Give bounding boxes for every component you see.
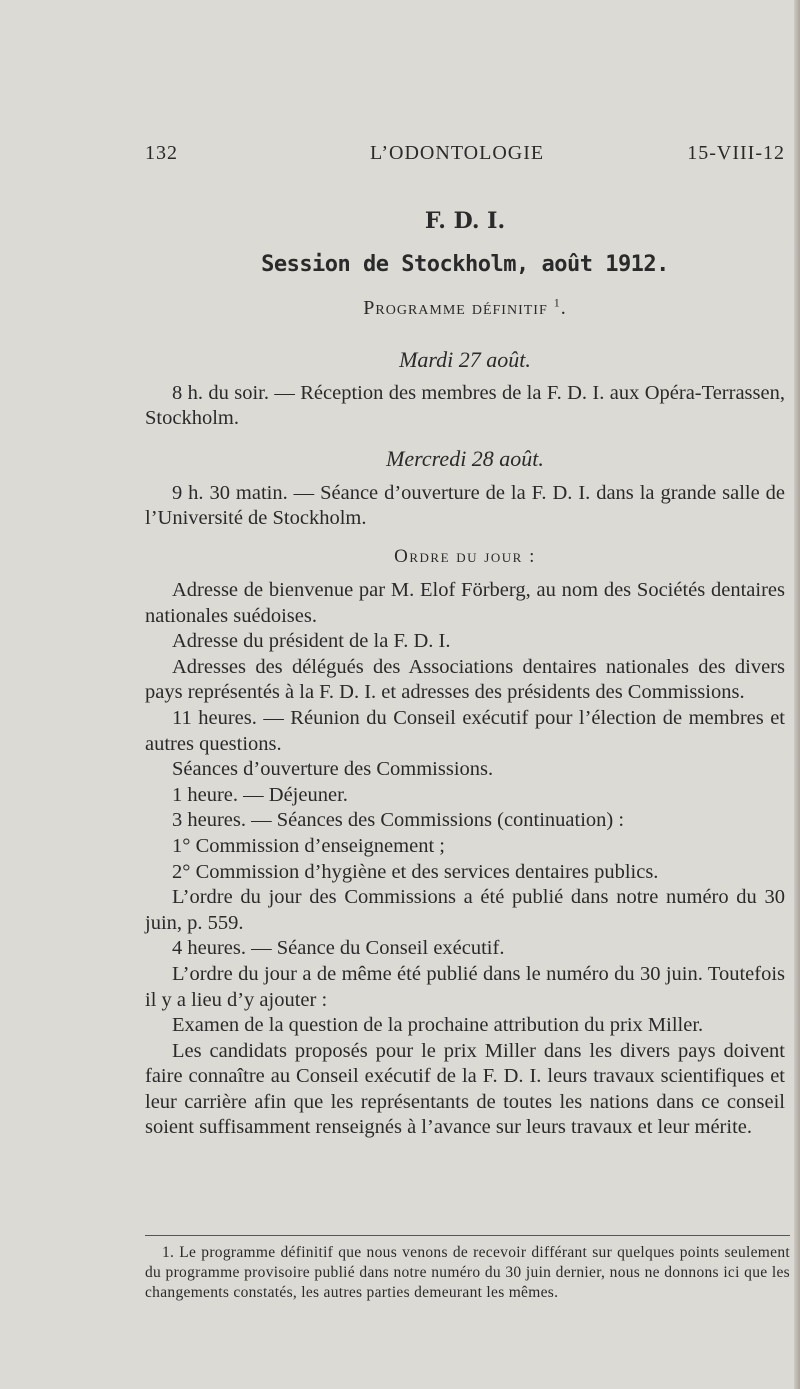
- agenda-item: 1° Commission d’enseignement ;: [172, 834, 445, 857]
- agenda-item: 4 heures. — Séance du Conseil exécutif.: [172, 937, 505, 960]
- footnote: [145, 1243, 790, 1303]
- article-subtitle: Session de Stockholm, août 1912.: [261, 252, 669, 277]
- day1-text: 8 h. du soir. — Réception des membres de la F. D. I. aux Opéra-Terrassen, Stockholm.: [145, 382, 785, 429]
- agenda-item: L’ordre du jour des Commissions a été publié dans notre numéro du 30 juin, p. 559.: [145, 886, 785, 934]
- agenda-item: Adresse du président de la F. D. I.: [172, 630, 451, 653]
- agenda-item: L’ordre du jour a de même été publié dans le numéro du 30 juin. Toutefois il y a lieu d’y ajouter :: [145, 962, 785, 1011]
- footnote-text: 1. Le programme définitif que nous venons de recevoir différant sur quelques points seulement du programme provisoire publié dans notre numéro du 30 juin dernier, nous ne donnons ici que les changements constatés, les autres parties demeurant les mêmes.: [145, 1244, 790, 1301]
- agenda-item: Adresse de bienvenue par M. Elof Förberg, au nom des Sociétés dentaires nationales suédoises.: [145, 579, 785, 627]
- issue-date: 15-VIII-12: [687, 142, 785, 164]
- day2-text: 9 h. 30 matin. — Séance d’ouverture de la F. D. I. dans la grande salle de l’Université de Stockholm.: [145, 482, 785, 529]
- agenda-item: 2° Commission d’hygiène et des services dentaires publics.: [172, 860, 659, 883]
- program-label: Programme définitif $^1$.: [363, 295, 567, 319]
- agenda-item: Les candidats proposés pour le prix Miller dans les divers pays doivent faire connaître au Conseil exécutif de la F. D. I. leurs travaux scientifiques et leur carrière afin que les représentants de toutes les nations dans ce conseil soient suffisamment renseignés à l’avance sur leurs travaux et leur mérite.: [145, 1039, 785, 1139]
- program-label-text: Programme définitif: [363, 297, 548, 319]
- footnote-divider: [145, 1235, 790, 1236]
- page-edge: [794, 0, 800, 1389]
- agenda-item: Adresses des délégués des Associations dentaires nationales des divers pays représentés à la F. D. I. et adresses des présidents des Commissions.: [145, 655, 785, 704]
- journal-title: L’ODONTOLOGIE: [370, 142, 545, 164]
- article-title: F. D. I.: [424, 208, 506, 234]
- agenda-item: Séances d’ouverture des Commissions.: [172, 758, 494, 781]
- agenda-item: 1 heure. — Déjeuner.: [172, 783, 348, 806]
- agenda-item: 11 heures. — Réunion du Conseil exécutif pour l’élection de membres et autres questions.: [145, 706, 785, 755]
- day1-heading: Mardi 27 août.: [399, 347, 531, 372]
- agenda-heading: Ordre du jour :: [394, 546, 536, 567]
- page-number: 132: [145, 142, 178, 164]
- day2-heading: Mercredi 28 août.: [386, 446, 544, 471]
- footnote-mark: 1: [553, 295, 561, 310]
- running-head: [145, 142, 785, 172]
- agenda-item: Examen de la question de la prochaine attribution du prix Miller.: [172, 1014, 704, 1037]
- agenda-list: [145, 578, 785, 1141]
- agenda-item: 3 heures. — Séances des Commissions (continuation) :: [172, 809, 625, 832]
